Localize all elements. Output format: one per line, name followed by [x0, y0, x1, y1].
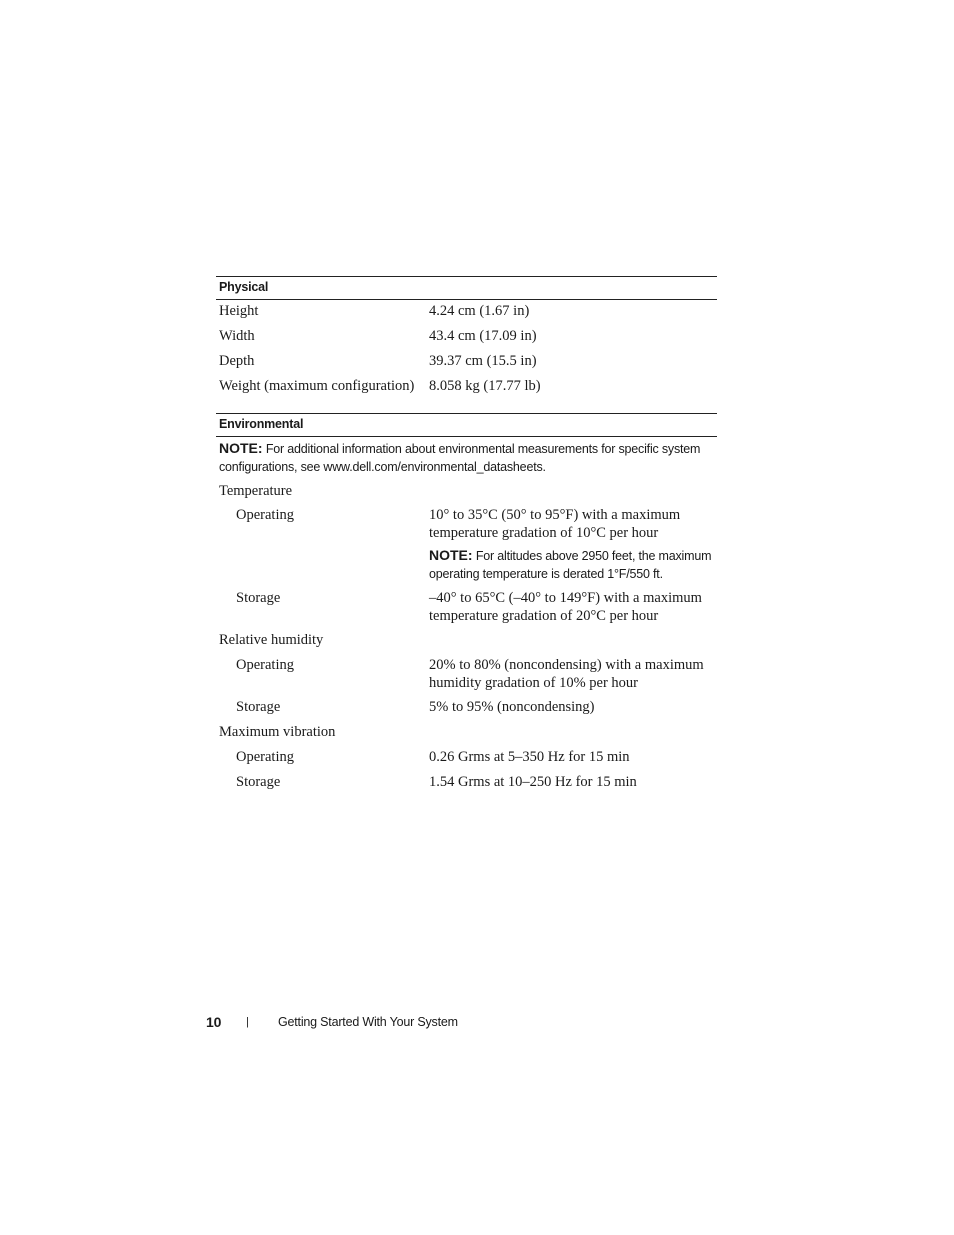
depth-value: 39.37 cm (15.5 in) [429, 353, 537, 369]
humidity-storage-label: Storage [236, 699, 281, 715]
humidity-label: Relative humidity [219, 632, 324, 648]
vibration-label: Maximum vibration [219, 724, 336, 740]
vibration-operating-label: Operating [236, 749, 294, 765]
temperature-storage-label: Storage [236, 590, 281, 606]
vibration-storage-value: 1.54 Grms at 10–250 Hz for 15 min [429, 774, 637, 790]
note-link: www.dell.com/environmental_datasheets [323, 460, 543, 474]
weight-value: 8.058 kg (17.77 lb) [429, 378, 541, 394]
temperature-label: Temperature [219, 483, 293, 499]
humidity-storage-value: 5% to 95% (noncondensing) [429, 699, 595, 715]
height-value: 4.24 cm (1.67 in) [429, 303, 530, 319]
vibration-operating-value: 0.26 Grms at 5–350 Hz for 15 min [429, 749, 630, 765]
temperature-operating-value: 10° to 35°C (50° to 95°F) with a maximum temperature gradation of 10°C per hour [429, 507, 681, 541]
height-label: Height [219, 303, 259, 319]
temperature-operating-label: Operating [236, 507, 294, 523]
depth-label: Depth [219, 353, 255, 369]
environmental-note [219, 439, 709, 476]
note-label: NOTE: [219, 440, 263, 456]
footer-separator: | [246, 1016, 249, 1028]
vibration-storage-label: Storage [236, 774, 281, 790]
width-label: Width [219, 328, 255, 344]
physical-section-heading [216, 276, 717, 300]
environmental-section-heading [216, 413, 717, 437]
page-number: 10 [206, 1014, 222, 1030]
temperature-note-label: NOTE: [429, 547, 473, 563]
note-text-2: . [542, 460, 546, 474]
humidity-operating-label: Operating [236, 657, 294, 673]
note-text-1: For additional information about environmental measurements for specific system configurations, see [219, 442, 701, 474]
temperature-operating-note [429, 546, 717, 583]
width-value: 43.4 cm (17.09 in) [429, 328, 537, 344]
humidity-operating-value: 20% to 80% (noncondensing) with a maximum humidity gradation of 10% per hour [429, 657, 704, 691]
physical-heading-text: Physical [219, 280, 269, 294]
temperature-storage-value: –40° to 65°C (–40° to 149°F) with a maximum temperature gradation of 20°C per hour [429, 590, 702, 624]
temperature-note-text: For altitudes above 2950 feet, the maximum operating temperature is derated 1°F/550 ft. [429, 549, 712, 581]
weight-label: Weight (maximum configuration) [219, 378, 415, 394]
environmental-heading-text: Environmental [219, 417, 304, 431]
footer-title: Getting Started With Your System [278, 1015, 458, 1029]
